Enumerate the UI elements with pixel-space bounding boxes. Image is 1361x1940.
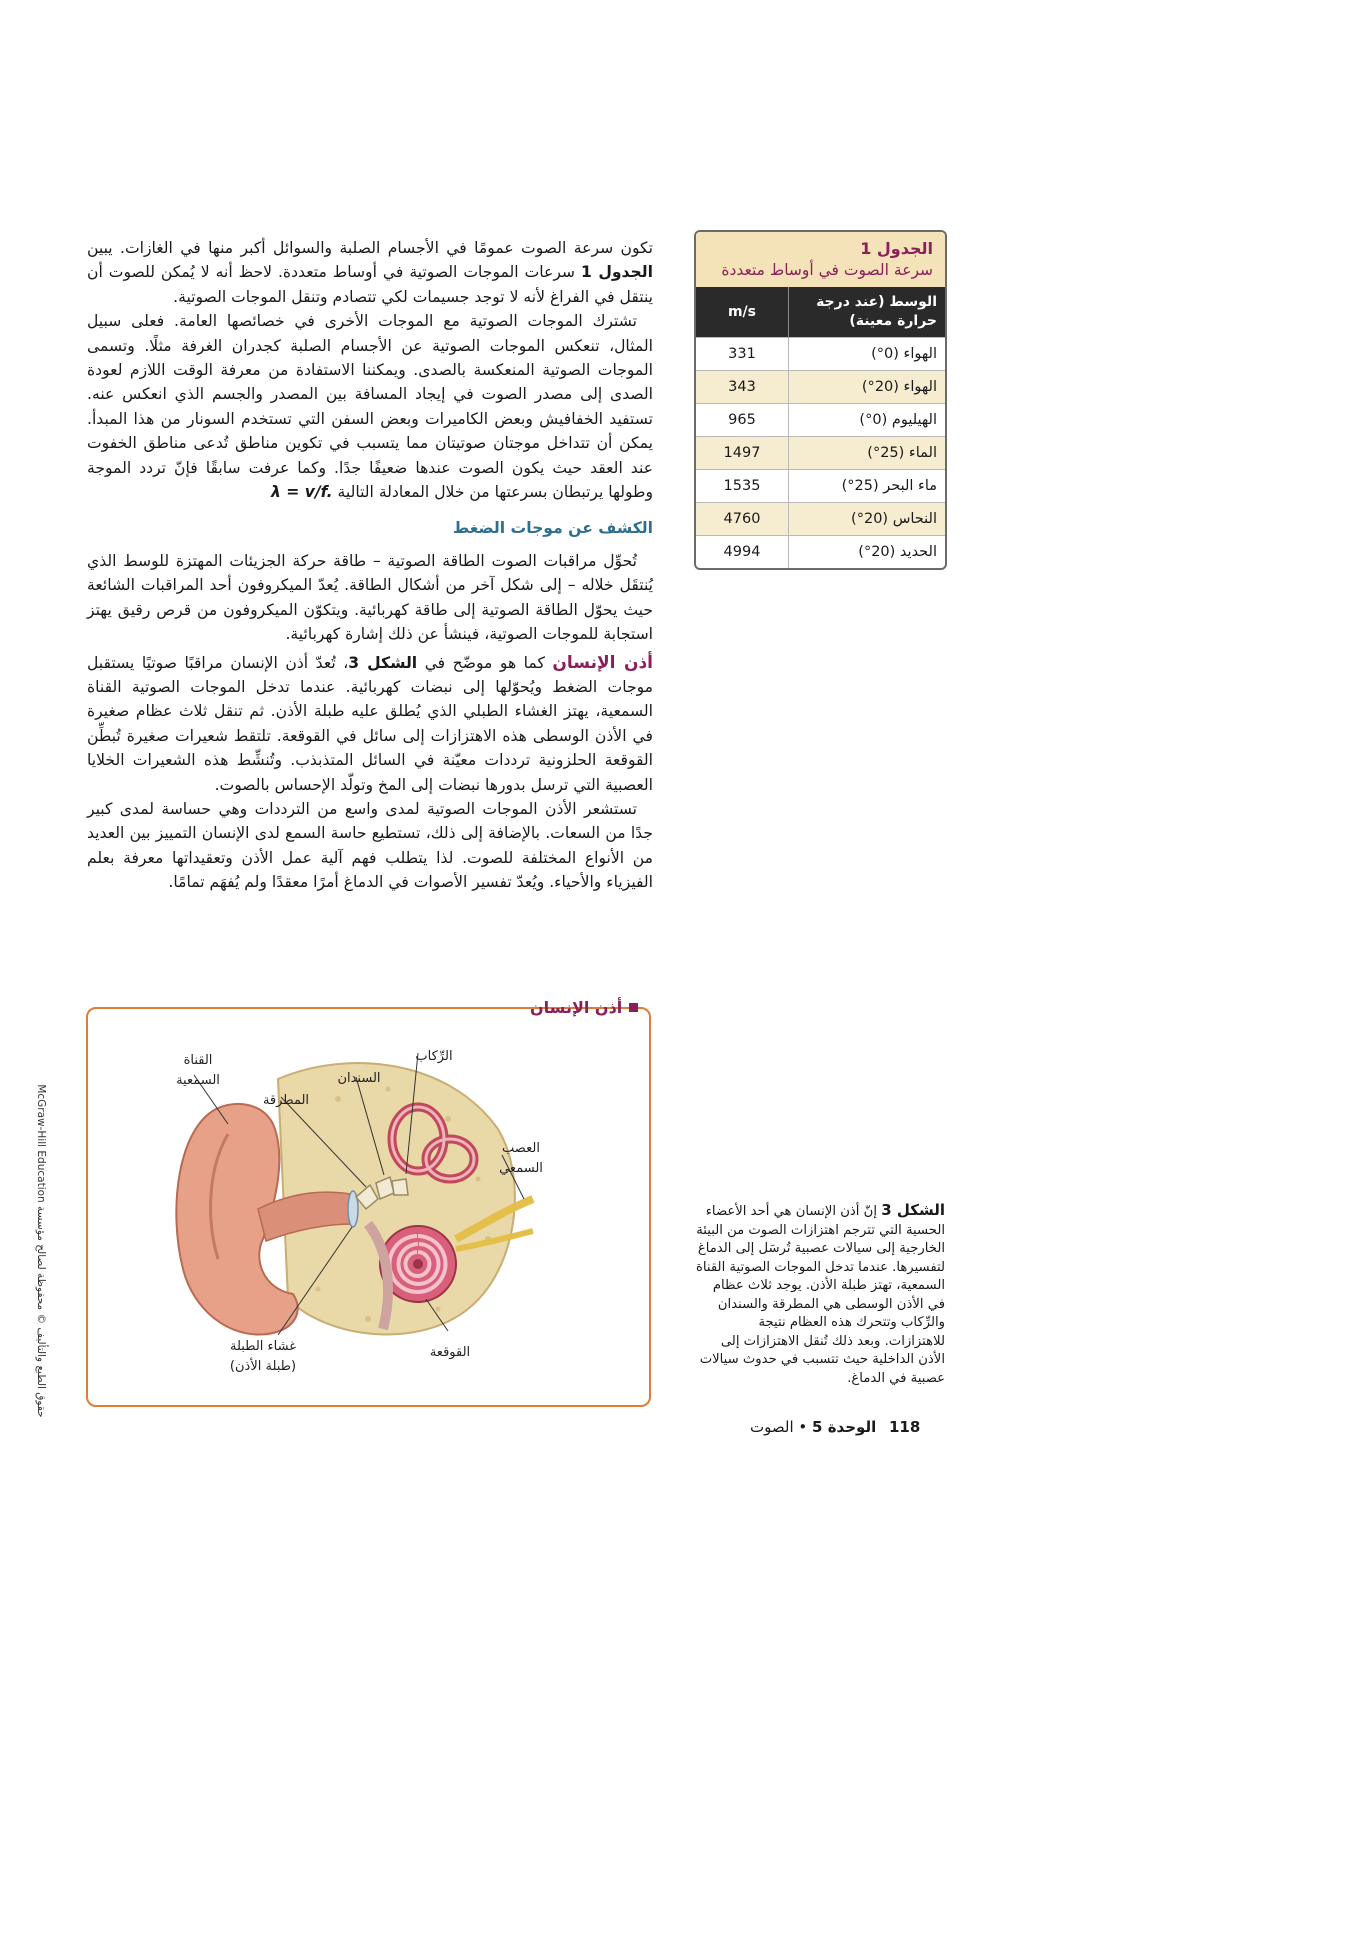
footer-bullet: • xyxy=(798,1418,808,1436)
speed-of-sound-table xyxy=(694,230,947,570)
cell-speed: 965 xyxy=(696,404,789,437)
label-auditory-nerve: العصب السمعي xyxy=(499,1141,543,1176)
figure-caption xyxy=(695,1201,945,1388)
table-row xyxy=(696,371,945,404)
title-marker-square xyxy=(629,1003,638,1012)
intro-paragraph-1: تكون سرعة الصوت عمومًا في الأجسام الصلبة والسوائل أكبر منها في الغازات. يبين الجدول 1 سرعات الموجات الصوتية في أوساط متعددة. لاحظ أنه لا يُمكن للصوت أن ينتقل في الفراغ لأنه لا توجد جسيمات لكي تتصادم وتنقل الموجات الصوتية. xyxy=(87,239,653,306)
table-header-band xyxy=(696,232,945,287)
hearing-range-paragraph: تستشعر الأذن الموجات الصوتية لمدى واسع من الترددات وهي حساسة لمدى كبير جدًا من السعات. بالإضافة إلى ذلك، تستطيع حاسة السمع لدى الإنسان التمييز بين العديد من الأنواع المختلفة للصوت. لذا يتطلب فهم آلية عمل الأذن وتعقيداتها معرفة بعلم الفيزياء والأحياء. ويُعدّ تفسير الأصوات في الدماغ أمرًا معقدًا ولم يُفهَم تمامًا. xyxy=(87,799,653,892)
detectors-paragraph: تُحوِّل مراقبات الصوت الطاقة الصوتية – طاقة حركة الجزيئات المهتزة للوسط الذي يُنتقَل خلاله – إلى شكل آخر من أشكال الطاقة. يُعدّ الميكروفون أحد المراقبات الشائعة حيث يحوّل الطاقة الصوتية إلى طاقة كهربائية. ويتكوّن الميكروفون من قرص رقيق يهتز استجابة للموجات الصوتية، فينشأ عن ذلك إشارة كهربائية. xyxy=(87,551,653,644)
table-reference: الجدول 1 xyxy=(581,263,653,282)
table-title: سرعة الصوت في أوساط متعددة xyxy=(721,261,933,279)
section-title: الكشف عن موجات الضغط xyxy=(453,519,653,538)
figure-reference: الشكل 3 xyxy=(348,653,418,672)
table-label: الجدول 1 xyxy=(860,239,933,258)
cell-speed: 343 xyxy=(696,371,789,404)
table-row xyxy=(696,404,945,437)
cell-speed: 331 xyxy=(696,338,789,371)
label-hammer: المطرقة xyxy=(262,1093,310,1108)
intro-paragraph-2: تشترك الموجات الصوتية مع الموجات الأخرى في خصائصها العامة. فعلى سبيل المثال، تنعكس الموجات الصوتية عن الأجسام الصلبة كجدران الغرفة مثلًا. وتسمى الموجات الصوتية المنعكسة بالصدى. ويمكننا الاستفادة من معرفة الوقت اللازم لعودة الصدى إلى مصدر الصوت في إيجاد المسافة بين المصدر والجسم الذي انعكس عنه. تستفيد الخفافيش وبعض الكاميرات وبعض السفن التي تستخدم السونار من هذا المبدأ. يمكن أن تتداخل موجتان صوتيتان مما يتسبب في تكوين مناطق تُدعى مناطق الخفوت عند العقد حيث يكون الصوت عندها ضعيفًا جدًا. وكما عرفت سابقًا فإنّ تردد الموجة وطولها يرتبطان بسرعتها من خلال المعادلة التالية λ = v/f. xyxy=(87,312,653,502)
label-cochlea: القوقعة xyxy=(429,1345,471,1360)
unit-label: الوحدة 5 xyxy=(812,1418,877,1436)
table-row xyxy=(696,470,945,503)
page-footer xyxy=(750,1418,920,1436)
label-anvil: السندان xyxy=(337,1071,381,1086)
cell-medium: الحديد (20°) xyxy=(789,536,946,569)
ear-figure-frame xyxy=(86,1007,651,1407)
unit-topic: الصوت xyxy=(750,1418,794,1436)
ear-run-in-heading: أذن الإنسان xyxy=(552,652,654,673)
cell-medium: النحاس (20°) xyxy=(789,503,946,536)
column-header-unit: m/s xyxy=(696,287,789,338)
cell-medium: الهواء (20°) xyxy=(789,371,946,404)
copyright-note: حقوق الطبع والتأليف © محفوظة لصالح مؤسسة McGraw-Hill Education xyxy=(35,1084,47,1418)
column-header-medium: الوسط (عند درجة حرارة معينة) xyxy=(789,287,946,338)
table-row xyxy=(696,338,945,371)
data-table xyxy=(696,287,945,568)
cell-medium: الهيليوم (0°) xyxy=(789,404,946,437)
cell-speed: 1535 xyxy=(696,470,789,503)
cell-medium: الهواء (0°) xyxy=(789,338,946,371)
label-stirrup: الرِّكاب xyxy=(415,1049,453,1064)
figure-title: أذن الإنسان xyxy=(530,998,638,1017)
cell-speed: 4760 xyxy=(696,503,789,536)
table-row xyxy=(696,503,945,536)
label-auditory-canal: القناة السمعية xyxy=(176,1053,220,1088)
wave-equation: λ = v/f. xyxy=(271,483,333,502)
caption-figure-label: الشكل 3 xyxy=(881,1201,945,1219)
cell-medium: ماء البحر (25°) xyxy=(789,470,946,503)
label-eardrum: غشاء الطبلة (طبلة الأذن) xyxy=(229,1339,297,1374)
caption-text: إنّ أذن الإنسان هي أحد الأعضاء الحسية التي تترجم اهتزازات الصوت من البيئة الخارجية إلى سيالات عصبية تُرسَل إلى الدماغ لتفسيرها. عندما تدخل الموجات الصوتية القناة السمعية، تهتز طبلة الأذن. يوجد ثلاث عظام في الأذن الوسطى هي المطرقة والسندان والرِّكاب وتتحرك هذه العظام نتيجة للاهتزازات. وبعد ذلك تُنقل الاهتزازات إلى الأذن الداخلية حيث تتسبب في حدوث سيالات عصبية في الدماغ. xyxy=(695,1204,945,1386)
cell-medium: الماء (25°) xyxy=(789,437,946,470)
ear-paragraph: أذن الإنسان كما هو موضّح في الشكل 3، تُعدّ أذن الإنسان مراقبًا صوتيًا يستقبل موجات الضغط ويُحوّلها إلى نبضات كهربائية. عندما تدخل الموجات الصوتية القناة السمعية، يهتز الغشاء الطبلي الذي يُطلق عليه طبلة الأذن. ثم تنقل ثلاث عظام صغيرة في الأذن الوسطى هذه الاهتزازات إلى سائل في القوقعة. تلتقط شعيرات صغيرة تُبطِّن القوقعة الحلزونية ترددات معيّنة في السائل المتذبذب. وتُنشِّط هذه الشعيرات الخلايا العصبية التي ترسل بدورها نبضات إلى المخ وتولّد الإحساس بالصوت. xyxy=(87,652,654,794)
page-number: 118 xyxy=(889,1418,921,1436)
cell-speed: 1497 xyxy=(696,437,789,470)
main-text-column xyxy=(87,236,653,895)
cell-speed: 4994 xyxy=(696,536,789,569)
table-row xyxy=(696,437,945,470)
table-row xyxy=(696,536,945,569)
